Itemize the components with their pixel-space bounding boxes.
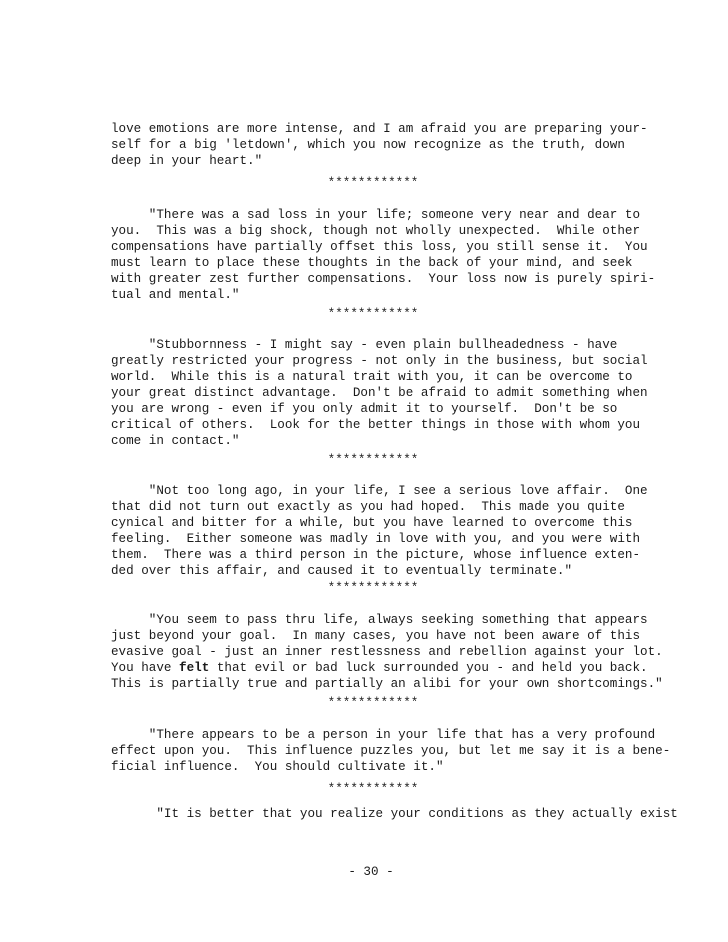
text-line: world. While this is a natural trait with you, it can be overcome to bbox=[111, 370, 633, 384]
section-separator: ************ bbox=[327, 307, 419, 321]
text-line: them. There was a third person in the picture, whose influence exten- bbox=[111, 548, 641, 562]
text-line: just beyond your goal. In many cases, you have not been aware of this bbox=[111, 629, 641, 643]
text-line: compensations have partially offset this loss, you still sense it. You bbox=[111, 240, 648, 254]
text-line: critical of others. Look for the better things in those with whom you bbox=[111, 418, 641, 432]
text-line: "It is better that you realize your conditions as they actually exist bbox=[111, 807, 678, 821]
text-line bbox=[111, 660, 648, 676]
text-line: you. This was a big shock, though not wholly unexpected. While other bbox=[111, 224, 641, 238]
text-line: cynical and bitter for a while, but you have learned to overcome this bbox=[111, 516, 633, 530]
text-line: effect upon you. This influence puzzles you, but let me say it is a bene- bbox=[111, 744, 671, 758]
text-line: "Stubbornness - I might say - even plain bullheadedness - have bbox=[111, 338, 618, 352]
text-run: that evil or bad luck surrounded you - and held you back. bbox=[209, 661, 648, 675]
text-line: "You seem to pass thru life, always seeking something that appears bbox=[111, 613, 648, 627]
text-line: "Not too long ago, in your life, I see a serious love affair. One bbox=[111, 484, 648, 498]
text-line: come in contact." bbox=[111, 434, 240, 448]
text-line: you are wrong - even if you only admit it to yourself. Don't be so bbox=[111, 402, 618, 416]
text-line: "There was a sad loss in your life; someone very near and dear to bbox=[111, 208, 641, 222]
section-separator: ************ bbox=[327, 453, 419, 467]
text-line: ded over this affair, and caused it to eventually terminate." bbox=[111, 564, 573, 578]
text-line: deep in your heart." bbox=[111, 154, 263, 168]
text-line: that did not turn out exactly as you had hoped. This made you quite bbox=[111, 500, 625, 514]
text-line: greatly restricted your progress - not only in the business, but social bbox=[111, 354, 648, 368]
text-line: This is partially true and partially an alibi for your own shortcomings." bbox=[111, 677, 663, 691]
section-separator: ************ bbox=[327, 782, 419, 796]
text-line: feeling. Either someone was madly in love with you, and you were with bbox=[111, 532, 641, 546]
text-line: must learn to place these thoughts in the back of your mind, and seek bbox=[111, 256, 633, 270]
section-separator: ************ bbox=[327, 581, 419, 595]
text-line: tual and mental." bbox=[111, 288, 240, 302]
page-number: - 30 - bbox=[348, 865, 394, 879]
section-separator: ************ bbox=[327, 176, 419, 190]
text-line: ficial influence. You should cultivate it." bbox=[111, 760, 444, 774]
text-line: self for a big 'letdown', which you now recognize as the truth, down bbox=[111, 138, 625, 152]
text-line: love emotions are more intense, and I am afraid you are preparing your- bbox=[111, 122, 648, 136]
text-run: You have bbox=[111, 661, 180, 675]
text-line: your great distinct advantage. Don't be afraid to admit something when bbox=[111, 386, 648, 400]
text-line: "There appears to be a person in your life that has a very profound bbox=[111, 728, 656, 742]
text-line: evasive goal - just an inner restlessness and rebellion against your lot. bbox=[111, 645, 663, 659]
section-separator: ************ bbox=[327, 696, 419, 710]
text-line: with greater zest further compensations. Your loss now is purely spiri- bbox=[111, 272, 656, 286]
emphasized-word: felt bbox=[179, 661, 210, 675]
